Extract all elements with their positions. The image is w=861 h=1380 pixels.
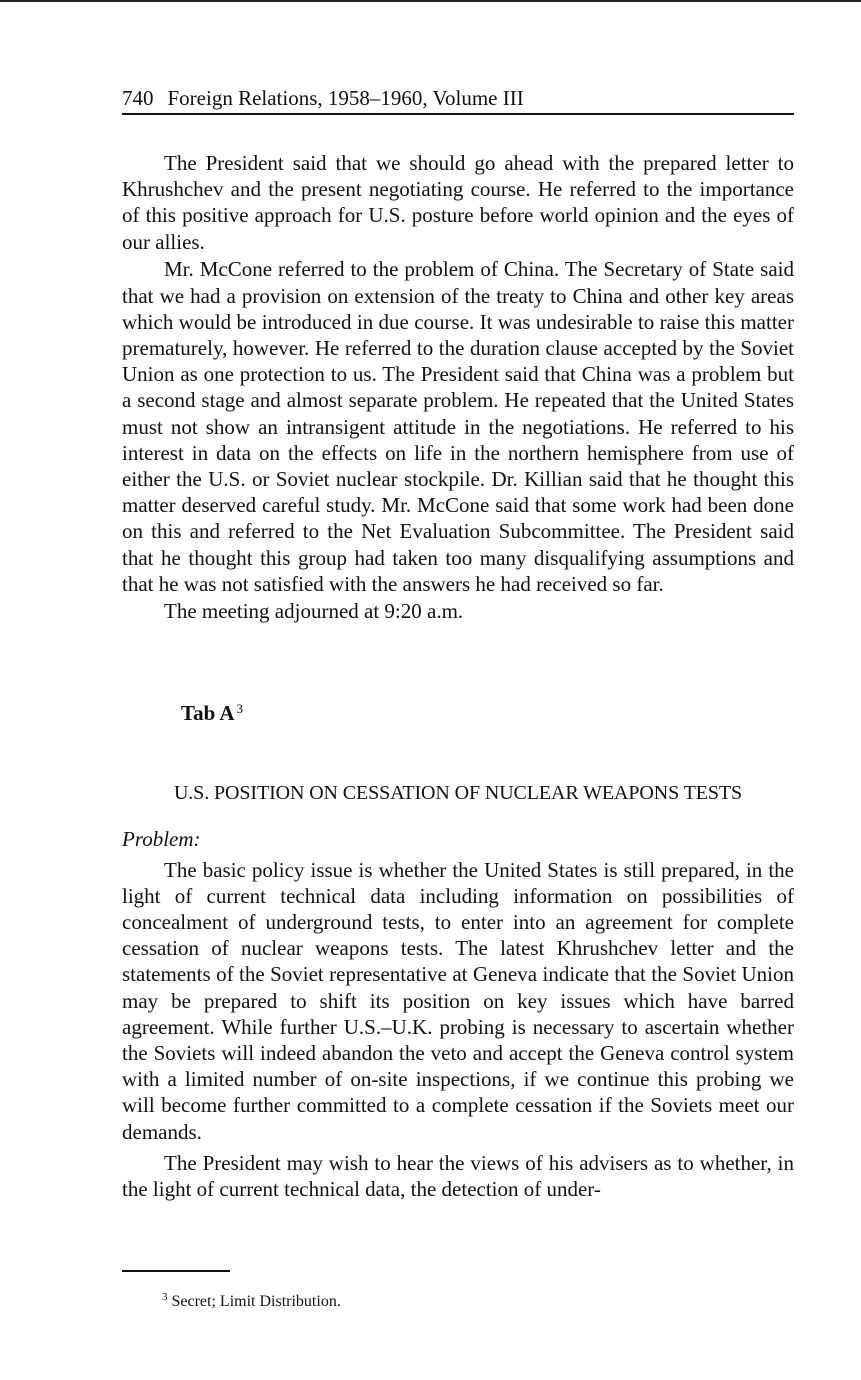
page-number: 740 — [122, 86, 154, 110]
paragraph-views-of-advisers: The President may wish to hear the views of his advisers as to whether, in the light of current technical data, the detection of under- — [122, 1150, 794, 1202]
tab-heading — [122, 695, 794, 727]
paragraph-problem-of-china: Mr. McCone referred to the problem of China. The Secretary of State said that we had a provision on extension of the treaty to China and other key areas which would be introduced in due course. It was undesirable to raise this matter prematurely, however. He referred to the duration clause accepted by the Soviet Union as one protection to us. The President said that China was a problem but a second stage and almost separate problem. He repeated that the United States must not show an intransigent attitude in the negotiations. He referred to his interest in data on the effects on life in the northern hemisphere from use of either the U.S. or Soviet nuclear stockpile. Dr. Killian said that he thought this matter deserved careful study. Mr. McCone said that some work had been done on this and referred to the Net Evaluation Subcommittee. The President said that he thought this group had taken too many disqualifying assumptions and that he was not satisfied with the answers he had received so far. — [122, 257, 794, 596]
running-header — [122, 84, 794, 115]
top-border-rule — [0, 0, 861, 2]
footnote-divider — [122, 1270, 230, 1272]
section-title: U.S. POSITION ON CESSATION OF NUCLEAR WEAPONS TESTS — [173, 781, 743, 804]
problem-body — [122, 857, 794, 1203]
footnote-text: Secret; Limit Distribution. — [171, 1293, 341, 1310]
tab-footnote-ref: 3 — [236, 700, 244, 716]
memo-body — [122, 150, 794, 625]
paragraph-letter-to-khrushchev: The President said that we should go ahead with the prepared letter to Khrushchev and the present negotiating course. He referred to the importance of this positive approach for U.S. posture before world opinion and the eyes of our allies. — [122, 151, 794, 254]
volume-title: Foreign Relations, 1958–1960, Volume III — [167, 86, 524, 110]
document-page — [122, 84, 794, 1207]
footnote-number: 3 — [162, 1291, 168, 1303]
paragraph-basic-policy-issue: The basic policy issue is whether the United States is still prepared, in the light of current technical data including information on possibilities of concealment of underground tests, to enter into an agreement for complete cessation of nuclear weapons tests. The latest Khrushchev letter and the statements of the Soviet representative at Geneva indicate that the Soviet Union may be prepared to shift its position on key issues which have barred agreement. While further U.S.–U.K. probing is necessary to ascertain whether the Soviets will indeed abandon the veto and accept the Geneva control system with a limited number of on-site inspections, if we continue this probing we will become further committed to a complete cessation if the Soviets meet our demands. — [122, 857, 794, 1144]
problem-label: Problem: — [122, 826, 201, 851]
tab-label: Tab A — [181, 700, 235, 725]
paragraph-meeting-adjourned: The meeting adjourned at 9:20 a.m. — [164, 599, 464, 624]
footnote — [162, 1286, 341, 1313]
